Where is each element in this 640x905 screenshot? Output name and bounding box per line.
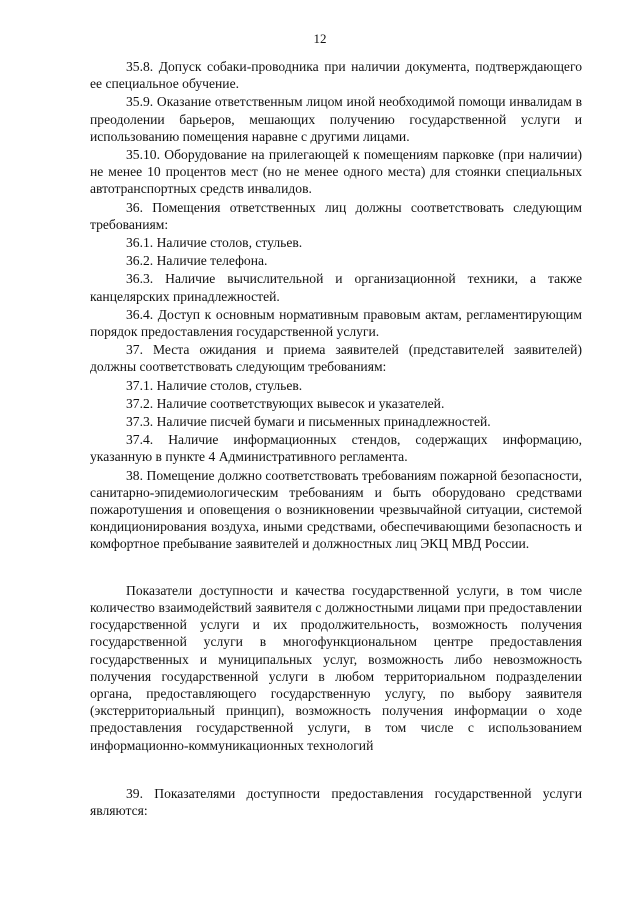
paragraph-37: 37. Места ожидания и приема заявителей (представителей заявителей) должны соответствовать следующим требованиям:	[90, 342, 582, 375]
paragraph-36-3: 36.3. Наличие вычислительной и организационной техники, а также канцелярских принадлежностей.	[90, 271, 582, 304]
paragraph-37-2: 37.2. Наличие соответствующих вывесок и указателей.	[126, 395, 445, 411]
paragraph-35-8: 35.8. Допуск собаки-проводника при наличии документа, подтверждающего ее специальное обучение.	[90, 59, 582, 92]
paragraph-35-9: 35.9. Оказание ответственным лицом иной необходимой помощи инвалидам в преодолении барьеров, мешающих получению государственной услуги и использованию помещения наравне с другими лицами.	[90, 94, 582, 144]
document-body	[90, 58, 582, 820]
section-heading-accessibility-indicators: Показатели доступности и качества государственной услуги, в том числе количество взаимодействий заявителя с должностными лицами при предоставлении государственной услуги и их продолжительность, возможность получения государственной услуги в многофункциональном центре предоставления государственных и муниципальных услуг, возможность либо невозможность получения государственной услуги в любом территориальном подразделении органа, предоставляющего государственную услугу, по выбору заявителя (экстерриториальный принцип), возможность получения информации о ходе предоставления государственной услуги, в том числе с использованием информационно-коммуникационных технологий	[90, 582, 582, 753]
paragraph-39: 39. Показателями доступности предоставления государственной услуги являются:	[90, 785, 582, 818]
paragraph-37-3: 37.3. Наличие писчей бумаги и письменных принадлежностей.	[126, 414, 491, 430]
paragraph-36: 36. Помещения ответственных лиц должны соответствовать следующим требованиям:	[90, 199, 582, 232]
paragraph-36-2: 36.2. Наличие телефона.	[126, 253, 268, 269]
paragraph-37-1: 37.1. Наличие столов, стульев.	[126, 377, 303, 393]
page-number: 12	[313, 31, 327, 46]
paragraph-38: 38. Помещение должно соответствовать требованиям пожарной безопасности, санитарно-эпидемиологическим требованиям и быть оборудовано средствами пожаротушения и оповещения о возникновении чрезвычайной ситуации, системой кондиционирования воздуха, иными средствами, обеспечивающими безопасность и комфортное пребывание заявителей и должностных лиц ЭКЦ МВД России.	[90, 467, 582, 552]
paragraph-37-4: 37.4. Наличие информационных стендов, содержащих информацию, указанную в пункте 4 Административного регламента.	[90, 432, 582, 465]
paragraph-36-4: 36.4. Доступ к основным нормативным правовым актам, регламентирующим порядок предоставления государственной услуги.	[90, 306, 582, 340]
paragraph-35-10: 35.10. Оборудование на прилегающей к помещениям парковке (при наличии) не менее 10 процентов мест (но не менее одного места) для стоянки специальных автотранспортных средств инвалидов.	[90, 147, 582, 197]
paragraph-36-1: 36.1. Наличие столов, стульев.	[126, 235, 303, 251]
